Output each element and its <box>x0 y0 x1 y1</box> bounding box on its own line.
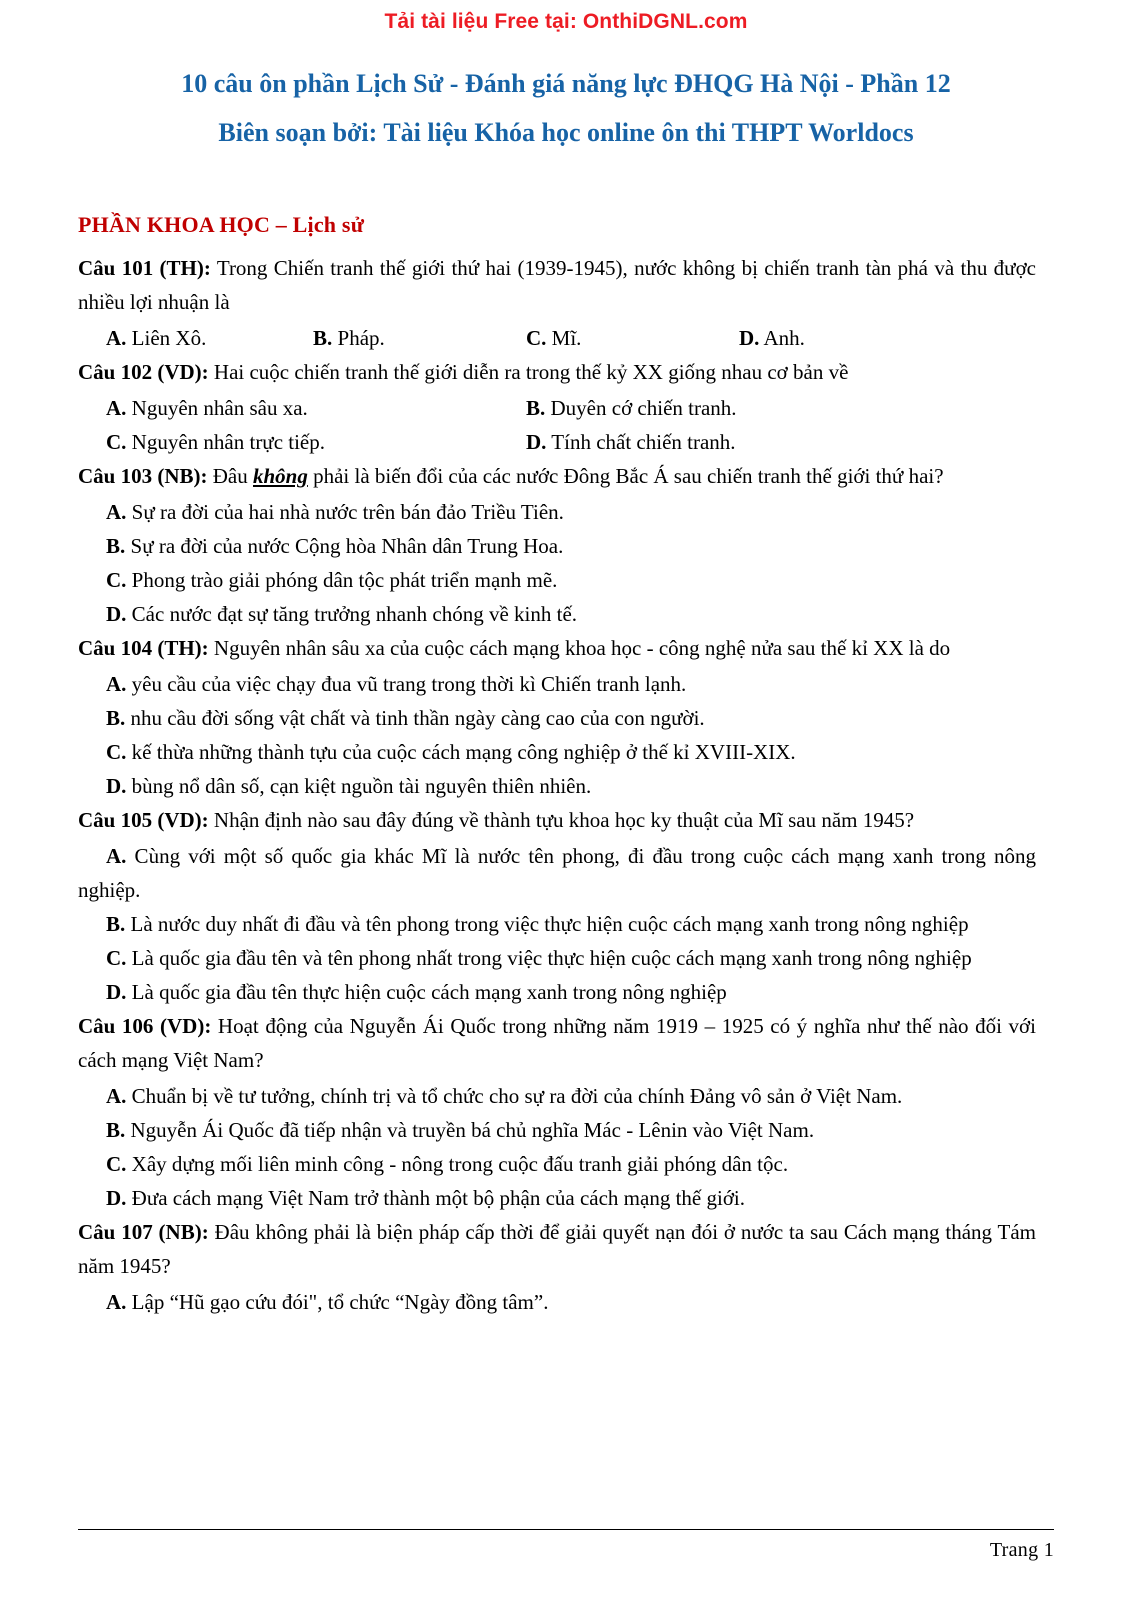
option-text: Phong trào giải phóng dân tộc phát triển mạnh mẽ. <box>126 568 558 593</box>
option-letter: C. <box>106 740 127 765</box>
option-letter: D. <box>106 602 127 627</box>
question-107-label: Câu 107 (NB): <box>78 1220 209 1245</box>
question-103-options <box>78 495 1036 631</box>
option-101-b[interactable] <box>313 321 526 355</box>
option-text: Là nước duy nhất đi đầu và tên phong trong việc thực hiện cuộc cách mạng xanh trong nông nghiệp <box>125 912 969 937</box>
site-promo-banner: Tải tài liệu Free tại: OnthiDGNL.com <box>384 10 748 33</box>
question-102-options <box>78 391 1036 459</box>
option-106-d[interactable] <box>78 1181 1036 1215</box>
option-letter: A. <box>106 844 127 869</box>
option-102-b[interactable] <box>526 391 1036 425</box>
option-text: Sự ra đời của hai nhà nước trên bán đảo Triều Tiên. <box>126 500 564 525</box>
option-letter: C. <box>106 946 127 971</box>
question-103-negation: không <box>253 464 308 489</box>
option-105-a[interactable] <box>78 839 1036 907</box>
option-letter: C. <box>106 430 127 455</box>
option-text: Chuẩn bị về tư tưởng, chính trị và tổ chức cho sự ra đời của chính Đảng vô sản ở Việt Nam. <box>126 1084 903 1109</box>
option-text: Liên Xô. <box>126 326 207 351</box>
question-107-options <box>78 1285 1036 1319</box>
option-101-c[interactable] <box>526 321 739 355</box>
option-106-c[interactable] <box>78 1147 1036 1181</box>
page-footer <box>78 1529 1054 1562</box>
option-106-a[interactable] <box>78 1079 1036 1113</box>
question-106-label: Câu 106 (VD): <box>78 1014 212 1039</box>
option-letter: B. <box>526 396 546 421</box>
document-title-block <box>0 66 1132 150</box>
option-letter: D. <box>106 774 127 799</box>
page-subtitle: Biên soạn bởi: Tài liệu Khóa học online ôn thi THPT Worldocs <box>218 118 914 148</box>
question-103-text-before: Đâu <box>207 464 253 489</box>
option-text: Pháp. <box>332 326 385 351</box>
option-letter: A. <box>106 396 127 421</box>
option-101-d[interactable] <box>739 321 1036 355</box>
section-heading: PHẦN KHOA HỌC – Lịch sử <box>78 212 365 237</box>
question-106-options <box>78 1079 1036 1215</box>
option-letter: B. <box>106 534 126 559</box>
option-letter: D. <box>106 980 127 1005</box>
question-103-stem <box>78 459 1036 493</box>
option-letter: B. <box>313 326 333 351</box>
option-letter: A. <box>106 1084 127 1109</box>
option-letter: C. <box>526 326 547 351</box>
question-104-label: Câu 104 (TH): <box>78 636 209 661</box>
option-text: Xây dựng mối liên minh công - nông trong cuộc đấu tranh giải phóng dân tộc. <box>126 1152 789 1177</box>
option-letter: B. <box>106 1118 126 1143</box>
document-body <box>78 212 1036 1319</box>
option-107-a[interactable] <box>78 1285 1036 1319</box>
option-letter: C. <box>106 1152 127 1177</box>
question-106-text: Hoạt động của Nguyễn Ái Quốc trong những năm 1919 – 1925 có ý nghĩa như thế nào đối với cách mạng Việt Nam? <box>78 1014 1036 1073</box>
question-101-label: Câu 101 (TH): <box>78 256 211 280</box>
option-102-d[interactable] <box>526 425 1036 459</box>
option-text: Là quốc gia đầu tên và tên phong nhất trong việc thực hiện cuộc cách mạng xanh trong nông nghiệp <box>126 946 972 971</box>
option-106-b[interactable] <box>78 1113 1036 1147</box>
page-number: Trang 1 <box>989 1539 1054 1561</box>
option-104-a[interactable] <box>78 667 1036 701</box>
option-text: Đưa cách mạng Việt Nam trở thành một bộ phận của cách mạng thế giới. <box>126 1186 746 1211</box>
option-letter: A. <box>106 326 127 351</box>
option-text: bùng nổ dân số, cạn kiệt nguồn tài nguyên thiên nhiên. <box>126 774 592 799</box>
question-101-options <box>78 321 1036 355</box>
option-text: Sự ra đời của nước Cộng hòa Nhân dân Trung Hoa. <box>125 534 564 559</box>
option-104-d[interactable] <box>78 769 1036 803</box>
option-text: nhu cầu đời sống vật chất và tinh thần ngày càng cao của con người. <box>125 706 705 731</box>
question-105-label: Câu 105 (VD): <box>78 808 209 833</box>
question-103-text-after: phải là biến đổi của các nước Đông Bắc Á sau chiến tranh thế giới thứ hai? <box>307 464 944 489</box>
option-letter: B. <box>106 912 126 937</box>
question-104-options <box>78 667 1036 803</box>
option-text: Tính chất chiến tranh. <box>546 430 736 455</box>
option-text: Nguyễn Ái Quốc đã tiếp nhận và truyền bá chủ nghĩa Mác - Lênin vào Việt Nam. <box>125 1118 815 1143</box>
question-107-text: Đâu không phải là biện pháp cấp thời để giải quyết nạn đói ở nước ta sau Cách mạng tháng Tám năm 1945? <box>78 1220 1036 1279</box>
question-101-text: Trong Chiến tranh thế giới thứ hai (1939-1945), nước không bị chiến tranh tàn phá và thu được nhiều lợi nhuận là <box>78 256 1036 315</box>
option-102-a[interactable] <box>106 391 526 425</box>
question-103-label: Câu 103 (NB): <box>78 464 208 489</box>
option-105-c[interactable] <box>78 941 1036 975</box>
option-letter: A. <box>106 1290 127 1315</box>
option-text: Mĩ. <box>546 326 582 351</box>
option-text: yêu cầu của việc chạy đua vũ trang trong thời kì Chiến tranh lạnh. <box>126 672 687 697</box>
option-103-c[interactable] <box>78 563 1036 597</box>
option-letter: D. <box>739 326 760 351</box>
option-105-d[interactable] <box>78 975 1036 1009</box>
option-104-c[interactable] <box>78 735 1036 769</box>
question-102-stem <box>78 355 1036 389</box>
question-107-stem <box>78 1215 1036 1283</box>
option-text: Là quốc gia đầu tên thực hiện cuộc cách mạng xanh trong nông nghiệp <box>126 980 727 1005</box>
option-letter: A. <box>106 672 127 697</box>
question-104-text: Nguyên nhân sâu xa của cuộc cách mạng khoa học - công nghệ nửa sau thế kỉ XX là do <box>208 636 951 661</box>
option-letter: A. <box>106 500 127 525</box>
option-103-b[interactable] <box>78 529 1036 563</box>
option-104-b[interactable] <box>78 701 1036 735</box>
option-letter: D. <box>526 430 547 455</box>
option-text: Cùng với một số quốc gia khác Mĩ là nước tên phong, đi đầu trong cuộc cách mạng xanh trong nông nghiệp. <box>78 844 1036 903</box>
question-104-stem <box>78 631 1036 665</box>
question-105-stem <box>78 803 1036 837</box>
option-letter: B. <box>106 706 126 731</box>
option-103-d[interactable] <box>78 597 1036 631</box>
option-103-a[interactable] <box>78 495 1036 529</box>
question-102-text: Hai cuộc chiến tranh thế giới diễn ra trong thế kỷ XX giống nhau cơ bản về <box>208 360 849 385</box>
option-102-c[interactable] <box>106 425 526 459</box>
option-101-a[interactable] <box>106 321 313 355</box>
option-text: Các nước đạt sự tăng trưởng nhanh chóng về kinh tế. <box>126 602 578 627</box>
question-101-stem <box>78 251 1036 319</box>
question-105-options <box>78 839 1036 1009</box>
option-text: Duyên cớ chiến tranh. <box>545 396 737 421</box>
option-letter: D. <box>106 1186 127 1211</box>
question-102-label: Câu 102 (VD): <box>78 360 209 385</box>
option-text: Lập “Hũ gạo cứu đói", tổ chức “Ngày đồng tâm”. <box>126 1290 549 1315</box>
option-letter: C. <box>106 568 127 593</box>
page-title: 10 câu ôn phần Lịch Sử - Đánh giá năng lực ĐHQG Hà Nội - Phần 12 <box>181 69 951 99</box>
option-105-b[interactable] <box>78 907 1036 941</box>
question-106-stem <box>78 1009 1036 1077</box>
option-text: Nguyên nhân trực tiếp. <box>126 430 325 455</box>
option-text: kế thừa những thành tựu của cuộc cách mạng công nghiệp ở thế kỉ XVIII-XIX. <box>126 740 796 765</box>
option-text: Anh. <box>759 326 805 351</box>
option-text: Nguyên nhân sâu xa. <box>126 396 308 421</box>
question-105-text: Nhận định nào sau đây đúng về thành tựu khoa học ky thuật của Mĩ sau năm 1945? <box>208 808 915 833</box>
